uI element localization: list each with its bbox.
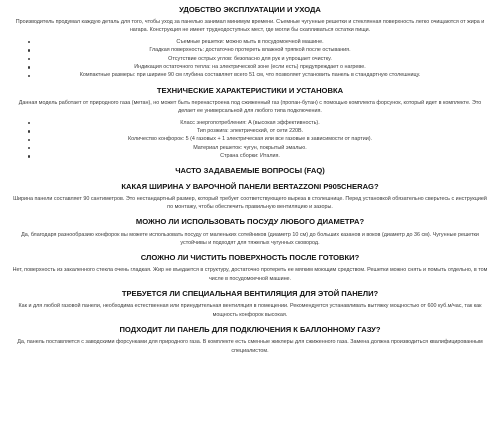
faq-question: ТРЕБУЕТСЯ ЛИ СПЕЦИАЛЬНАЯ ВЕНТИЛЯЦИЯ ДЛЯ ЭТОЙ ПАНЕЛИ? — [121, 289, 379, 299]
list-item: Страна сборки: Италия. — [2, 152, 498, 160]
faq-question: МОЖНО ЛИ ИСПОЛЬЗОВАТЬ ПОСУДУ ЛЮБОГО ДИАМЕТРА? — [135, 217, 365, 227]
specs-section — [2, 86, 498, 161]
faq-answer: Да, панель поставляется с заводскими форсунками для природного газа. В комплекте есть сменные жиклеры для сжиженного газа. Замена должна производиться квалифицированным специалистом. — [17, 339, 483, 354]
specs-list — [2, 119, 498, 161]
list-item: Тип розжига: электрический, от сети 220В. — [2, 127, 498, 135]
faq-section — [2, 166, 498, 354]
list-item: Количество конфорок: 5 (4 газовых + 1 электрическая или все газовые в зависимости от партии). — [2, 135, 498, 143]
faq-answer: Ширина панели составляет 90 сантиметров. Это нестандартный размер, который требует соответствующего выреза в столешнице. Перед установкой обязательно сверьтесь с инструкцией по монтажу, чтобы обеспечить правильную вентиляцию и зазоры. — [13, 195, 487, 211]
faq-answer: Нет, поверхность из закаленного стекла очень гладкая. Жир не въедается в структуру, достаточно протереть ее мягким моющим средством. Решетки можно снять и помыть отдельно, в том числе в посудомоечной машине. — [12, 267, 488, 282]
list-item: Съемные решетки: можно мыть в посудомоечной машине. — [2, 38, 498, 46]
faq-item — [2, 325, 498, 355]
care-intro: Производитель продумал каждую деталь для того, чтобы уход за панелью занимал минимум времени. Съемные чугунные решетки и стеклянная поверхность легко очищаются от жира и нагара. Конструкция не имеет труднодоступных мест, где могли бы скапливаться остатки пищи. — [15, 19, 485, 34]
faq-item — [2, 217, 498, 247]
faq-item — [2, 182, 498, 212]
specs-intro: Данная модель работает от природного газа (метан), но может быть перенастроена под сжиженный газ (пропан-бутан) с помощью комплекта форсунок, который идет в комплекте. Это делает ее универсальной для любого типа подключения. — [18, 99, 482, 115]
care-heading: УДОБСТВО ЭКСПЛУАТАЦИИ И УХОДА — [179, 5, 321, 14]
list-item: Класс энергопотребления: A (высокая эффективность). — [2, 119, 498, 127]
faq-heading: ЧАСТО ЗАДАВАЕМЫЕ ВОПРОСЫ (FAQ) — [175, 166, 325, 176]
list-item: Гладкая поверхность: достаточно протереть влажной тряпкой после остывания. — [2, 46, 498, 54]
list-item: Отсутствие острых углов: безопасно для рук и упрощает очистку. — [2, 55, 498, 63]
faq-answer: Как и для любой газовой панели, необходима естественная или принудительная вентиляция в помещении. Рекомендуется устанавливать вытяжку мощностью от 600 куб.м/час, так как мощность конфорок высокая. — [18, 303, 482, 318]
care-list — [2, 38, 498, 80]
list-item: Индикация остаточного тепла: на электрической зоне (если есть) предупреждает о нагреве. — [2, 63, 498, 71]
faq-question: ПОДХОДИТ ЛИ ПАНЕЛЬ ДЛЯ ПОДКЛЮЧЕНИЯ К БАЛЛОННОМУ ГАЗУ? — [119, 325, 381, 335]
faq-question: СЛОЖНО ЛИ ЧИСТИТЬ ПОВЕРХНОСТЬ ПОСЛЕ ГОТОВКИ? — [140, 253, 360, 263]
faq-answer: Да, благодаря разнообразию конфорок вы можете использовать посуду от маленьких сотейников (диаметр 10 см) до больших казанов и воков (диаметр до 36 см). Чугунные решетки устойчивы и подходят для тяжелых чугунных сковород. — [21, 231, 479, 246]
faq-item — [2, 289, 498, 319]
faq-item — [2, 253, 498, 283]
faq-question: КАКАЯ ШИРИНА У ВАРОЧНОЙ ПАНЕЛИ BERTAZZONI P905CHERAG? — [121, 181, 379, 191]
care-section — [2, 5, 498, 80]
specs-heading: ТЕХНИЧЕСКИЕ ХАРАКТЕРИСТИКИ И УСТАНОВКА — [156, 85, 344, 95]
list-item: Материал решеток: чугун, покрытый эмалью. — [2, 144, 498, 152]
list-item: Компактные размеры: при ширине 90 см глубина составляет всего 51 см, что позволяет установить панель в стандартную столешницу. — [2, 71, 498, 79]
